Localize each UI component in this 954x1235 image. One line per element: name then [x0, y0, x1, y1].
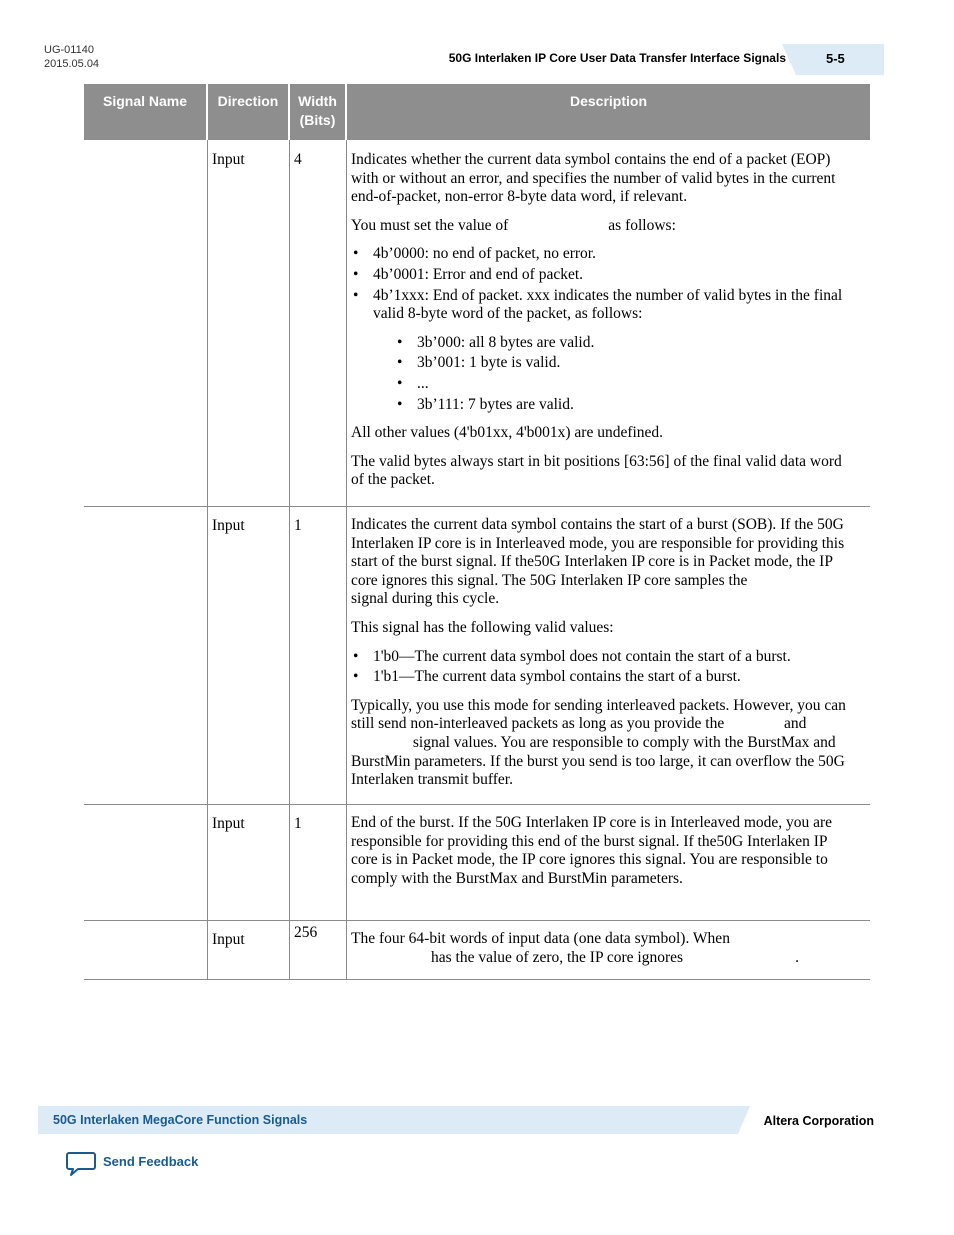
direction-cell: Input: [212, 151, 245, 168]
footer-section-title: 50G Interlaken MegaCore Function Signals: [53, 1113, 308, 1127]
direction-cell: Input: [212, 931, 245, 948]
column-divider: [207, 805, 208, 920]
description-text: Indicates the current data symbol contains the start of a burst (SOB). If the 50G Interlaken IP core is in Interleaved mode, you are responsible for providing this start of the burst signal. If the50G Interlaken IP core is in Packet mode, the IP core ignores this signal. The 50G Interlaken IP core samples the: [351, 516, 845, 589]
page-number: 5-5: [826, 51, 845, 66]
width-cell: 1: [294, 815, 302, 832]
send-feedback-link[interactable]: Send Feedback: [103, 1154, 199, 1169]
column-divider: [289, 921, 290, 979]
table-row: [84, 805, 870, 921]
description-text: The four 64-bit words of input data (one data symbol). When: [351, 930, 730, 947]
description-paragraph: [351, 217, 851, 236]
list-item: [351, 287, 851, 415]
description-paragraph: End of the burst. If the 50G Interlaken IP core is in Interleaved mode, you are responsible for providing this end of the burst signal. If the50G Interlaken IP core is in Packet mode, the IP core ignores this signal. You are responsible to comply with the BurstMax and BurstMin parameters.: [351, 814, 833, 887]
column-divider: [207, 507, 208, 804]
column-divider: [346, 921, 347, 979]
column-divider: [207, 921, 208, 979]
list-item: • 4b’0001: Error and end of packet.: [351, 266, 851, 285]
list-item: • 3b’001: 1 byte is valid.: [395, 354, 851, 373]
description-paragraph: [351, 697, 851, 790]
description-paragraph: All other values (4'b01xx, 4'b001x) are undefined.: [351, 424, 664, 442]
column-divider: [346, 507, 347, 804]
sub-value-list: [395, 334, 851, 414]
col-header-signal-name: Signal Name: [102, 93, 188, 109]
description-text: and: [783, 715, 807, 733]
list-item: • ...: [395, 375, 851, 394]
column-divider: [289, 507, 290, 804]
list-item: • 4b’0000: no end of packet, no error.: [351, 245, 851, 264]
description-text: signal values. You are responsible to comply with the BurstMax and BurstMin parameters. If the burst you send is too large, it can overflow the 50G Interlaken transmit buffer.: [351, 733, 845, 789]
col-header-width: [290, 84, 345, 140]
width-cell: 256: [294, 924, 318, 941]
description-text: as follows:: [608, 216, 676, 234]
description-cell: [351, 516, 851, 800]
list-item: • 1'b0—The current data symbol does not contain the start of a burst.: [351, 648, 851, 667]
list-item: • 3b’000: all 8 bytes are valid.: [395, 334, 851, 353]
description-cell: [351, 814, 851, 898]
table-row: [84, 921, 870, 980]
signal-table: [84, 84, 870, 980]
table-row: [84, 507, 870, 805]
feedback-icon[interactable]: [66, 1151, 96, 1182]
description-paragraph: [351, 516, 851, 609]
col-header-width-line1: Width: [298, 93, 337, 109]
width-cell: 4: [294, 151, 302, 168]
description-text: has the value of zero, the IP core ignores: [431, 948, 684, 966]
description-text: Typically, you use this mode for sending interleaved packets. However, you can still send non-interleaved packets as long as you provide the: [351, 696, 846, 733]
document-id: UG-01140: [44, 44, 94, 56]
table-header-row: [84, 84, 870, 140]
description-cell: [351, 930, 851, 977]
column-divider: [289, 140, 290, 506]
description-text: signal during this cycle.: [351, 590, 500, 608]
list-item-text: 4b’1xxx: End of packet. xxx indicates the number of valid bytes in the final valid 8-byte word of the packet, as follows:: [373, 286, 843, 323]
col-header-width-line2: (Bits): [299, 112, 336, 128]
column-divider: [346, 140, 347, 506]
list-item: • 1'b1—The current data symbol contains the start of a burst.: [351, 668, 851, 687]
footer-company: Altera Corporation: [763, 1114, 874, 1128]
page-header-title: 50G Interlaken IP Core User Data Transfer Interface Signals: [448, 51, 786, 65]
description-paragraph: Indicates whether the current data symbol contains the end of a packet (EOP) with or without an error, and specifies the number of valid bytes in the current end-of-packet, non-error 8-byte data word, if relevant.: [351, 151, 836, 206]
table-row: [84, 140, 870, 507]
document-date: 2015.05.04: [44, 58, 100, 70]
direction-cell: Input: [212, 815, 245, 832]
description-text: .: [795, 948, 799, 966]
col-header-direction: Direction: [217, 93, 279, 109]
document-id-block: [44, 43, 99, 71]
description-paragraph: The valid bytes always start in bit positions [63:56] of the final valid data word of the packet.: [351, 452, 842, 489]
direction-cell: Input: [212, 517, 245, 534]
description-text: You must set the value of: [351, 216, 509, 234]
description-paragraph: [351, 930, 851, 967]
description-paragraph: This signal has the following valid values:: [351, 618, 614, 636]
column-divider: [289, 805, 290, 920]
description-cell: [351, 151, 851, 500]
col-header-description: Description: [569, 93, 647, 109]
width-cell: 1: [294, 517, 302, 534]
value-list: [351, 245, 851, 414]
column-divider: [207, 140, 208, 506]
value-list: [351, 648, 851, 687]
column-divider: [346, 805, 347, 920]
list-item: • 3b’111: 7 bytes are valid.: [395, 396, 851, 415]
